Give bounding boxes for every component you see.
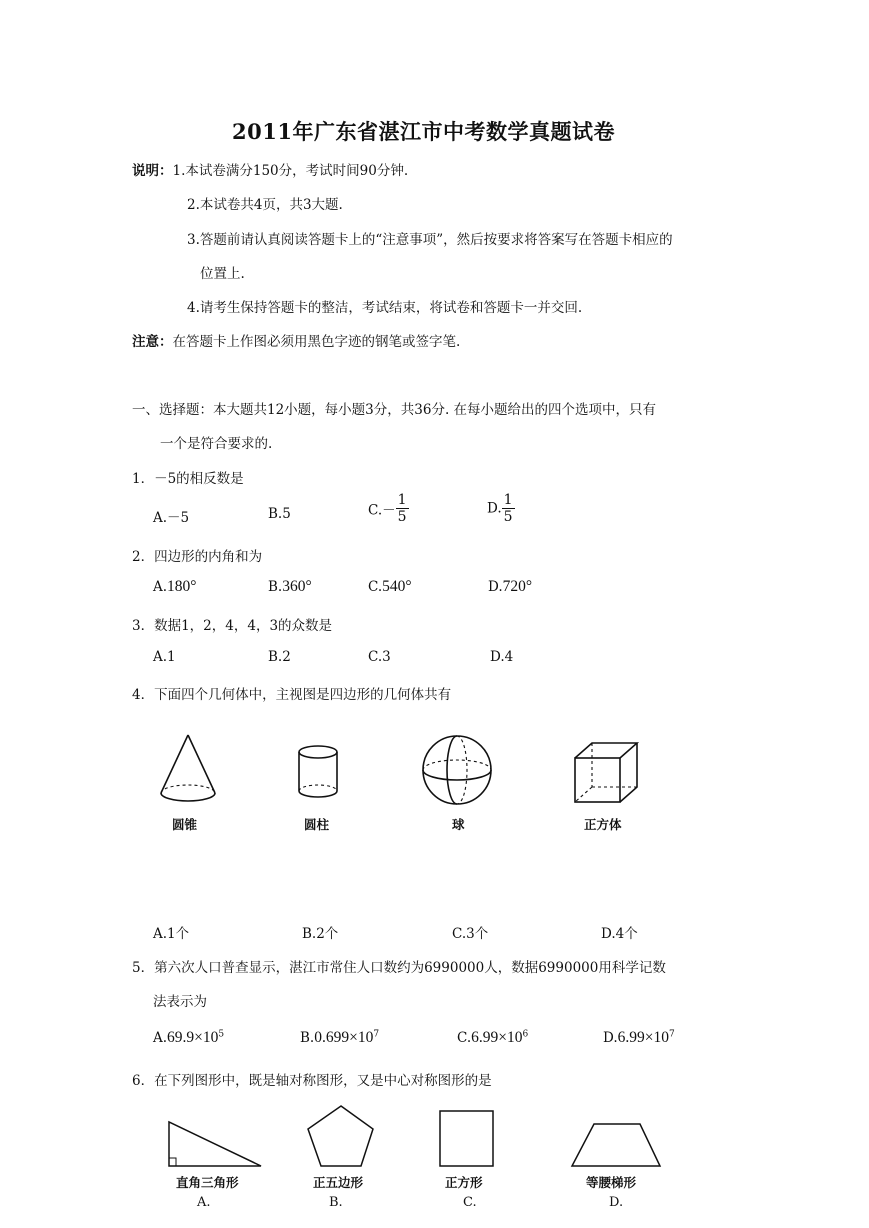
fraction-numerator: 1: [397, 492, 407, 508]
shapes-figure: [160, 1100, 670, 1172]
q1-option-c-prefix: C.－: [368, 502, 396, 519]
q3-option-a: A.1: [153, 649, 176, 665]
question-3-stem: 3．数据1，2，4，4，3的众数是: [132, 618, 333, 634]
shape-letter: D.: [609, 1195, 624, 1210]
q4-option-c: C.3个: [452, 926, 489, 942]
option-value: 180°: [167, 578, 197, 595]
cube-figure: [575, 743, 637, 802]
q1-option-d-prefix: D.: [487, 500, 502, 517]
option-label: C.: [368, 579, 383, 595]
option-label: D.: [603, 1030, 618, 1046]
page-title: 2011年广东省湛江市中考数学真题试卷: [232, 119, 615, 144]
option-label: A.: [153, 579, 168, 595]
q4-option-b: B.2个: [302, 926, 339, 942]
option-value: 540°: [382, 578, 412, 595]
instruction-item: 位置上.: [200, 266, 245, 282]
q5-option-a: [153, 1029, 224, 1047]
shape-caption: 正方形: [445, 1175, 483, 1190]
notice-text: 在答题卡上作图必须用黑色字迹的钢笔或签字笔.: [172, 334, 461, 350]
solids-figure: [150, 725, 650, 820]
instruction-item: 4.请考生保持答题卡的整洁，考试结束，将试卷和答题卡一并交回.: [187, 300, 583, 316]
section-heading: 一、选择题：本大题共12小题，每小题3分，共36分. 在每小题给出的四个选项中，只有: [132, 402, 657, 418]
option-value: 0.699×10: [314, 1029, 374, 1046]
q4-option-d: D.4个: [601, 926, 638, 942]
exponent: 7: [373, 1029, 380, 1040]
right-triangle-figure: [169, 1122, 261, 1166]
instruction-item: 2.本试卷共4页，共3大题.: [187, 197, 343, 213]
option-label: D.: [488, 579, 503, 595]
q3-option-c: C.3: [368, 649, 391, 665]
option-label: A.: [153, 1030, 168, 1046]
question-5-stem-cont: 法表示为: [153, 994, 207, 1010]
question-2-stem: 2．四边形的内角和为: [132, 549, 263, 565]
shape-letter: B.: [329, 1195, 343, 1210]
q1-option-d: [487, 493, 515, 524]
q4-option-a: A.1个: [153, 926, 190, 942]
shape-caption: 直角三角形: [176, 1175, 239, 1190]
fraction-denominator: 5: [503, 509, 513, 525]
fraction-denominator: 5: [397, 509, 407, 525]
question-1-stem: 1．－5的相反数是: [132, 471, 244, 487]
shape-caption: 正五边形: [313, 1175, 364, 1190]
instructions: [132, 159, 408, 179]
fraction: [502, 493, 515, 524]
sphere-figure: [423, 736, 491, 804]
isosceles-trapezoid-figure: [572, 1124, 660, 1166]
notice: [132, 330, 460, 350]
q5-option-c: [457, 1029, 528, 1047]
option-value: 720°: [502, 578, 533, 595]
section-heading-cont: 一个是符合要求的.: [160, 436, 273, 452]
square-figure: [440, 1111, 493, 1166]
q5-option-d: [603, 1029, 675, 1047]
shape-caption: 等腰梯形: [586, 1175, 637, 1190]
instruction-item: 3.答题前请认真阅读答题卡上的“注意事项”，然后按要求将答案写在答题卡相应的: [187, 232, 673, 248]
shape-letter: A.: [197, 1195, 211, 1210]
instruction-item: 1.本试卷满分150分，考试时间90分钟.: [172, 163, 409, 179]
cone-figure: [161, 735, 215, 801]
figure-caption: 正方体: [584, 817, 622, 832]
option-label: B.: [268, 579, 283, 595]
option-value: 6.99×10: [617, 1029, 670, 1046]
q2-option-b: [268, 578, 312, 596]
instructions-label: 说明：: [132, 163, 173, 179]
notice-label: 注意：: [132, 334, 173, 350]
exponent: 6: [522, 1029, 529, 1040]
option-value: 6.99×10: [471, 1029, 523, 1046]
fraction: [396, 493, 409, 524]
exponent: 7: [669, 1029, 675, 1040]
q3-option-d: D.4: [490, 649, 514, 665]
q2-option-d: [488, 578, 532, 596]
fraction-numerator: 1: [503, 492, 513, 508]
question-6-stem: 6．在下列图形中，既是轴对称图形，又是中心对称图形的是: [132, 1073, 492, 1089]
shape-letter: C.: [463, 1195, 477, 1210]
figure-caption: 圆柱: [304, 817, 330, 832]
question-4-stem: 4．下面四个几何体中，主视图是四边形的几何体共有: [132, 687, 452, 703]
figure-caption: 球: [452, 817, 465, 832]
q1-option-b: B.5: [268, 506, 291, 522]
q5-option-b: [300, 1029, 379, 1047]
option-value: 360°: [282, 578, 312, 595]
option-value: 69.9×10: [167, 1029, 219, 1046]
q1-option-c: [368, 493, 409, 524]
question-5-stem: 5．第六次人口普查显示，湛江市常住人口数约为6990000人，数据6990000用科学记数: [132, 960, 666, 976]
regular-pentagon-figure: [308, 1106, 373, 1166]
q3-option-b: B.2: [268, 649, 291, 665]
exponent: 5: [218, 1029, 225, 1040]
figure-caption: 圆锥: [172, 817, 198, 832]
q2-option-a: [153, 578, 197, 596]
q1-option-a: A.－5: [153, 510, 190, 526]
option-label: B.: [300, 1030, 315, 1046]
q2-option-c: [368, 578, 412, 596]
cylinder-figure: [299, 746, 337, 797]
option-label: C.: [457, 1030, 472, 1046]
